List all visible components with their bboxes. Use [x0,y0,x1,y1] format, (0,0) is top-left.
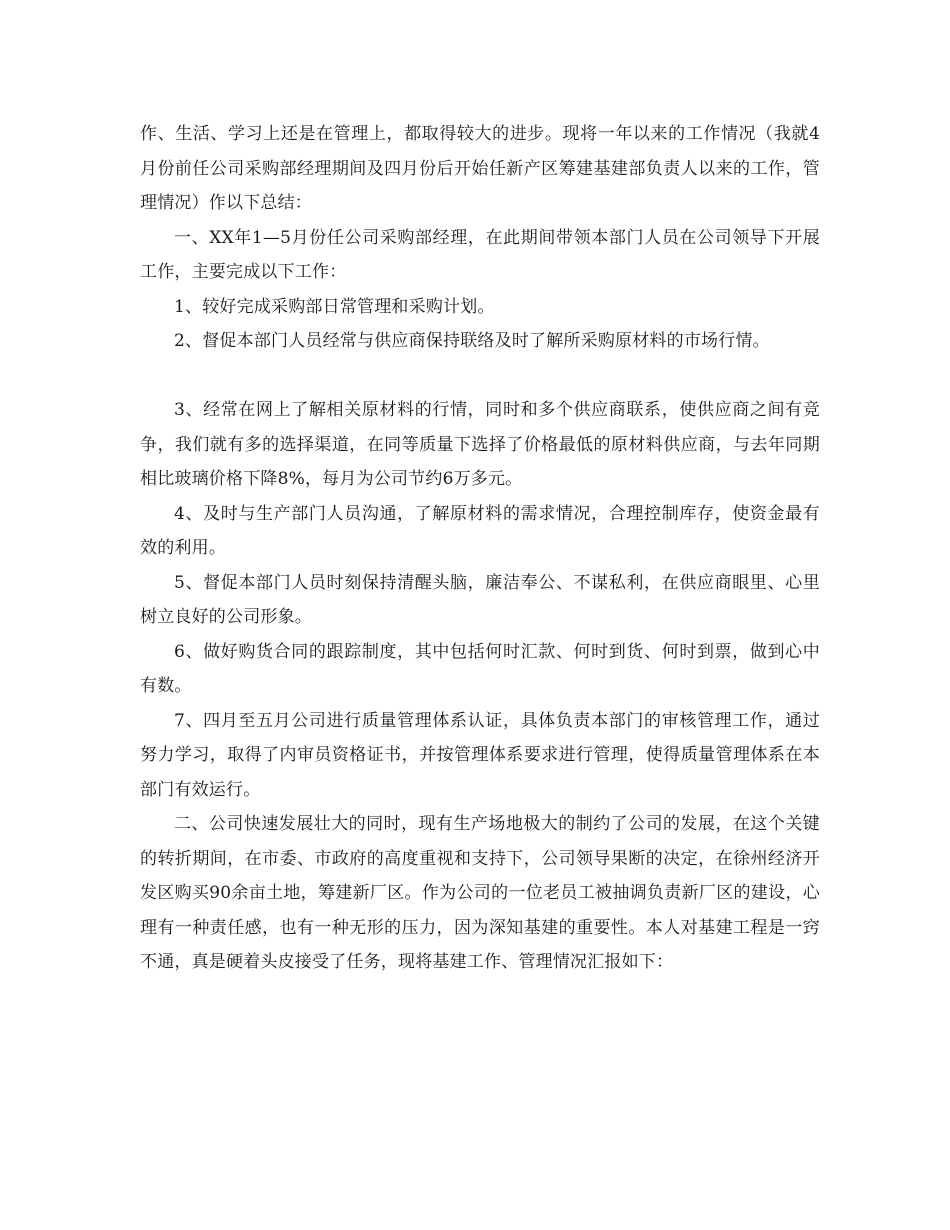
paragraph-item-5: 5、督促本部门人员时刻保持清醒头脑，廉洁奉公、不谋私利，在供应商眼里、心里树立良好的公司形象。 [140,572,820,627]
paragraph-item-6: 6、做好购货合同的跟踪制度，其中包括何时汇款、何时到货、何时到票，做到心中有数。 [140,641,820,696]
paragraph-item-1: 1、较好完成采购部日常管理和采购计划。 [174,296,495,317]
paragraph-section-one: 一、XX年1—5月份任公司采购部经理，在此期间带领本部门人员在公司领导下开展工作，主要完成以下工作： [140,227,820,282]
paragraph-section-two: 二、公司快速发展壮大的同时，现有生产场地极大的制约了公司的发展，在这个关键的转折期间，在市委、市政府的高度重视和支持下，公司领导果断的决定，在徐州经济开发区购买90余亩土地，筹建新厂区。作为公司的一位老员工被抽调负责新厂区的建设，心理有一种责任感，也有一种无形的压力，因为深知基建的重要性。本人对基建工程是一窍不通，真是硬着头皮接受了任务，现将基建工作、管理情况汇报如下： [140,814,820,972]
paragraph-item-3: 3、经常在网上了解相关原材料的行情，同时和多个供应商联系，使供应商之间有竞争，我们就有多的选择渠道，在同等质量下选择了价格最低的原材料供应商，与去年同期相比玻璃价格下降8%，每月为公司节约6万多元。 [140,400,820,489]
paragraph-spacer [140,359,820,394]
paragraph-intro: 作、生活、学习上还是在管理上，都取得较大的进步。现将一年以来的工作情况（我就4月份前任公司采购部经理期间及四月份后开始任新产区筹建基建部负责人以来的工作，管理情况）作以下总结： [140,124,820,213]
paragraph-item-4: 4、及时与生产部门人员沟通，了解原材料的需求情况，合理控制库存，使资金最有效的利用。 [140,503,820,558]
document-body [140,117,820,980]
paragraph-item-2: 2、督促本部门人员经常与供应商保持联络及时了解所采购原材料的市场行情。 [174,331,770,351]
paragraph-item-7: 7、四月至五月公司进行质量管理体系认证，具体负责本部门的审核管理工作，通过努力学习，取得了内审员资格证书，并按管理体系要求进行管理，使得质量管理体系在本部门有效运行。 [140,710,820,800]
